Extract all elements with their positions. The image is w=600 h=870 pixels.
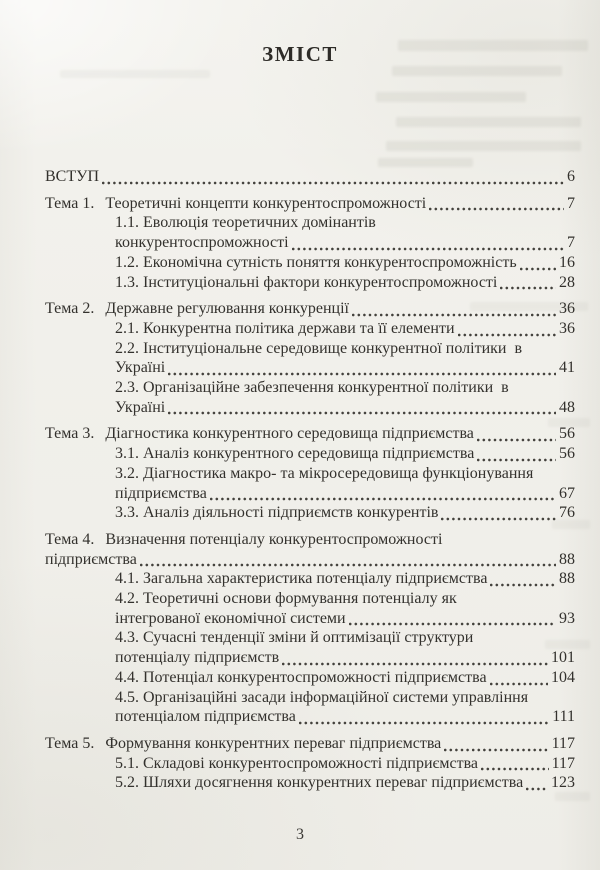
bleedthrough-artifact (60, 70, 210, 78)
toc-page-number: 88 (559, 550, 575, 568)
toc-entry (45, 424, 575, 444)
toc-entry-title: Україні (115, 398, 166, 416)
toc-entry (45, 299, 575, 319)
toc-line (45, 398, 575, 418)
bleedthrough-artifact (555, 792, 590, 801)
toc-entry-title: 3.3. Аналіз діяльності підприємств конкурентів (115, 504, 439, 522)
table-of-contents (45, 167, 575, 793)
toc-line (45, 754, 575, 774)
dot-leader (282, 661, 548, 666)
dot-leader (481, 766, 549, 771)
toc-line (45, 668, 575, 688)
toc-page-number: 117 (551, 734, 575, 752)
toc-page-number: 56 (559, 445, 575, 463)
toc-line (45, 550, 575, 570)
toc-entry (45, 569, 575, 589)
toc-entry-number: Тема 1. (45, 194, 95, 212)
dot-leader (490, 582, 556, 587)
toc-entry (45, 194, 575, 214)
dot-leader (520, 266, 556, 271)
toc-line (45, 253, 575, 273)
dot-leader (441, 516, 556, 521)
toc-entry-title: потенціалом підприємства (115, 708, 296, 726)
toc-line (45, 194, 575, 214)
dot-leader (210, 496, 556, 501)
dot-leader (444, 747, 548, 752)
toc-entry-title: 4.3. Сучасні тенденції зміни й оптимізації структури (115, 629, 474, 647)
toc-entry-title: 1.1. Еволюція теоретичних домінантів (115, 214, 376, 232)
toc-entry-title: 4.1. Загальна характеристика потенціалу підприємства (115, 570, 488, 588)
toc-entry-title: 4.5. Організаційні засади інформаційної системи управління (115, 688, 529, 706)
toc-entry (45, 628, 575, 667)
toc-entry-title: 5.1. Складові конкурентоспроможності підприємства (115, 754, 479, 772)
dot-leader (429, 206, 564, 211)
toc-line (45, 569, 575, 589)
bleedthrough-artifact (378, 158, 473, 167)
toc-page-number: 76 (559, 504, 575, 522)
toc-entry-title: Україні (115, 359, 166, 377)
toc-entry (45, 378, 575, 417)
toc-line (45, 609, 575, 629)
toc-page-number: 16 (559, 253, 575, 271)
toc-page-number: 88 (559, 570, 575, 588)
toc-entry-title: 2.3. Організаційне забезпечення конкурентної політики в (115, 379, 509, 397)
toc-entry-number: Тема 2. (45, 300, 95, 318)
dot-leader (526, 786, 548, 791)
toc-entry-number: Тема 5. (45, 734, 95, 752)
toc-line (45, 589, 575, 609)
toc-line (45, 773, 575, 793)
toc-page-number: 111 (552, 708, 575, 726)
toc-entry (45, 589, 575, 628)
toc-line (45, 358, 575, 378)
toc-entry (45, 503, 575, 523)
toc-entry-title: конкурентоспроможності (115, 234, 289, 252)
toc-entry (45, 339, 575, 378)
toc-entry-title: підприємства (115, 484, 207, 502)
toc-line (45, 213, 575, 233)
toc-page-number: 67 (559, 484, 575, 502)
dot-leader (168, 371, 556, 376)
dot-leader (140, 562, 556, 567)
toc-entry (45, 734, 575, 754)
dot-leader (299, 720, 549, 725)
toc-line (45, 707, 575, 727)
toc-page-number: 123 (551, 774, 575, 792)
bleedthrough-artifact (386, 141, 581, 151)
toc-entry-title: 2.2. Інституціональне середовище конкурентної політики в (115, 339, 523, 357)
dot-leader (490, 681, 548, 686)
toc-line (45, 319, 575, 339)
toc-page-number: 56 (559, 425, 575, 443)
toc-entry (45, 273, 575, 293)
toc-entry (45, 530, 575, 569)
page-number: 3 (296, 826, 304, 843)
dot-leader (168, 410, 556, 415)
bleedthrough-artifact (392, 66, 562, 76)
toc-entry-title: Теоретичні концепти конкурентоспроможності (105, 194, 427, 212)
dot-leader (102, 180, 564, 185)
toc-page-number: 93 (559, 609, 575, 627)
toc-line (45, 734, 575, 754)
toc-entry (45, 754, 575, 774)
bleedthrough-artifact (396, 117, 581, 127)
toc-page-number: 36 (559, 300, 575, 318)
toc-page-number: 101 (551, 649, 575, 667)
toc-page-number: 6 (567, 168, 575, 185)
toc-line (45, 530, 575, 550)
toc-entry-title: потенціалу підприємств (115, 649, 280, 667)
toc-line (45, 424, 575, 444)
toc-line (45, 484, 575, 504)
toc-line (45, 688, 575, 708)
toc-entry-title: 4.4. Потенціал конкурентоспроможності підприємства (115, 668, 487, 686)
toc-page-number: 104 (551, 668, 575, 686)
toc-entry-title: інтегрованої економічної системи (115, 609, 346, 627)
dot-leader (500, 285, 556, 290)
toc-entry (45, 668, 575, 688)
toc-line (45, 167, 575, 187)
toc-page-number: 48 (559, 398, 575, 416)
toc-entry-number: Тема 4. (45, 530, 95, 548)
dot-leader (352, 312, 556, 317)
toc-entry-title: Формування конкурентних переваг підприємства (105, 734, 442, 752)
toc-line (45, 464, 575, 484)
page-title: ЗМІСТ (262, 42, 338, 66)
toc-entry (45, 213, 575, 252)
toc-page-number: 117 (551, 754, 575, 772)
toc-entry-title: Державне регулювання конкуренції (105, 300, 349, 318)
toc-line (45, 339, 575, 359)
toc-entry-title: ВСТУП (45, 168, 99, 185)
toc-line (45, 503, 575, 523)
dot-leader (349, 621, 556, 626)
bleedthrough-artifact (376, 92, 526, 102)
toc-entry-title: 3.1. Аналіз конкурентного середовища підприємства (115, 445, 475, 463)
toc-entry (45, 464, 575, 503)
dot-leader (477, 437, 556, 442)
toc-line (45, 273, 575, 293)
toc-page-number: 36 (559, 319, 575, 337)
toc-entry (45, 319, 575, 339)
toc-entry-title: 1.3. Інституціональні фактори конкурентоспроможності (115, 273, 498, 291)
toc-entry-title: 5.2. Шляхи досягнення конкурентних переваг підприємства (115, 774, 524, 792)
toc-page-number: 28 (559, 273, 575, 291)
toc-entry-title: 1.2. Економічна сутність поняття конкурентоспроможність (115, 253, 517, 271)
toc-page-number: 7 (567, 234, 575, 252)
toc-page-number: 7 (567, 194, 575, 212)
toc-entry-title: 4.2. Теоретичні основи формування потенціалу як (115, 590, 457, 608)
toc-entry-title: Діагностика конкурентного середовища підприємства (105, 425, 474, 443)
toc-line (45, 444, 575, 464)
toc-entry-title: підприємства (45, 550, 137, 568)
dot-leader (458, 332, 557, 337)
toc-entry (45, 167, 575, 187)
toc-line (45, 628, 575, 648)
toc-entry-number: Тема 3. (45, 425, 95, 443)
toc-entry (45, 444, 575, 464)
toc-entry (45, 688, 575, 727)
toc-line (45, 299, 575, 319)
toc-entry (45, 253, 575, 273)
toc-line (45, 378, 575, 398)
toc-entry-title: 3.2. Діагностика макро- та мікросередовища функціонування (115, 464, 534, 482)
dot-leader (477, 457, 556, 462)
toc-line (45, 233, 575, 253)
toc-entry-title: 2.1. Конкурентна політика держави та її елементи (115, 319, 455, 337)
toc-page-number: 41 (559, 359, 575, 377)
toc-line (45, 648, 575, 668)
dot-leader (292, 246, 564, 251)
toc-entry-title: Визначення потенціалу конкурентоспроможності (105, 530, 443, 548)
toc-entry (45, 773, 575, 793)
